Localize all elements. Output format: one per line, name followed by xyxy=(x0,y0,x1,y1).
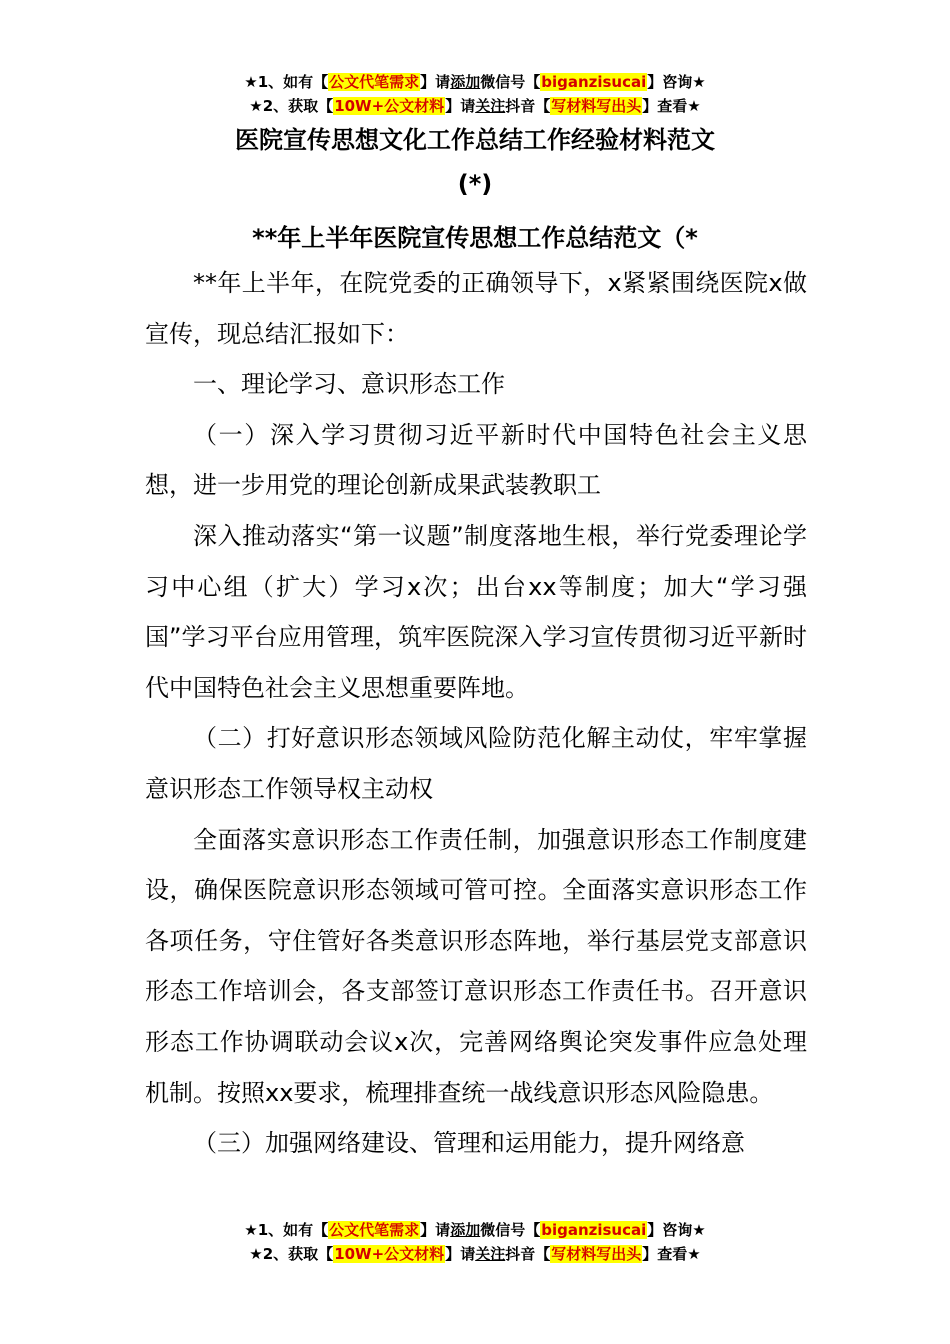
banner-text: 】查看★ xyxy=(642,1245,701,1263)
document-subtitle: **年上半年医院宣传思想工作总结范文（* xyxy=(252,224,698,252)
banner-highlight: 公文代笔需求 xyxy=(329,73,420,91)
footer-banner xyxy=(0,1218,950,1266)
banner-text: ★1、如有【 xyxy=(244,73,329,91)
banner-underline: 关注 xyxy=(475,1245,506,1263)
banner-line-2 xyxy=(0,94,950,118)
banner-text: 】请 xyxy=(445,1245,476,1263)
subsection-heading: （二）打好意识形态领域风险防范化解主动仗，牢牢掌握意识形态工作领导权主动权 xyxy=(145,724,807,803)
paragraph: 深入推动落实“第一议题”制度落地生根，举行党委理论学习中心组（扩大）学习x次；出台xx等制度；加大“学习强国”学习平台应用管理，筑牢医院深入学习宣传贯彻习近平新时代中国特色社会主义思想重要阵地。 xyxy=(145,521,807,702)
document-body xyxy=(145,258,807,1169)
banner-underline: 添加 xyxy=(450,73,481,91)
banner-highlight: biganzisucai xyxy=(541,73,647,91)
banner-highlight: 写材料写出头 xyxy=(551,1245,642,1263)
banner-highlight: 10W+公文材料 xyxy=(334,97,445,115)
banner-text: 微信号【 xyxy=(480,73,541,91)
banner-line-2 xyxy=(0,1242,950,1266)
banner-highlight: 公文代笔需求 xyxy=(329,1221,420,1239)
banner-text: 】咨询★ xyxy=(647,1221,706,1239)
banner-text: 】请 xyxy=(445,97,476,115)
banner-text: 】请 xyxy=(420,73,451,91)
document-title-continued: (*) xyxy=(457,170,493,198)
subsection-heading: （一）深入学习贯彻习近平新时代中国特色社会主义思想，进一步用党的理论创新成果武装教职工 xyxy=(145,420,807,500)
header-banner xyxy=(0,70,950,118)
banner-text: ★2、获取【 xyxy=(249,97,334,115)
banner-text: 抖音【 xyxy=(505,97,551,115)
banner-highlight: biganzisucai xyxy=(541,1221,647,1239)
paragraph: **年上半年，在院党委的正确领导下，x紧紧围绕医院x做宣传，现总结汇报如下： xyxy=(145,269,807,348)
banner-text: 微信号【 xyxy=(480,1221,541,1239)
banner-text: 抖音【 xyxy=(505,1245,551,1263)
section-heading: 一、理论学习、意识形态工作 xyxy=(193,370,505,399)
banner-underline: 关注 xyxy=(475,97,506,115)
banner-line-1 xyxy=(0,1218,950,1242)
banner-text: 】请 xyxy=(420,1221,451,1239)
banner-highlight: 写材料写出头 xyxy=(551,97,642,115)
subsection-heading: （三）加强网络建设、管理和运用能力，提升网络意 xyxy=(193,1129,745,1158)
banner-text: 】咨询★ xyxy=(647,73,706,91)
document-title: 医院宣传思想文化工作总结工作经验材料范文 xyxy=(235,126,715,154)
banner-text: 】查看★ xyxy=(642,97,701,115)
banner-text: ★2、获取【 xyxy=(249,1245,334,1263)
paragraph: 全面落实意识形态工作责任制，加强意识形态工作制度建设，确保医院意识形态领域可管可控。全面落实意识形态工作各项任务，守住管好各类意识形态阵地，举行基层党支部意识形态工作培训会，各支部签订意识形态工作责任书。召开意识形态工作协调联动会议x次，完善网络舆论突发事件应急处理机制。按照xx要求，梳理排查统一战线意识形态风险隐患。 xyxy=(145,825,807,1107)
banner-line-1 xyxy=(0,70,950,94)
banner-underline: 添加 xyxy=(450,1221,481,1239)
banner-text: ★1、如有【 xyxy=(244,1221,329,1239)
banner-highlight: 10W+公文材料 xyxy=(334,1245,445,1263)
